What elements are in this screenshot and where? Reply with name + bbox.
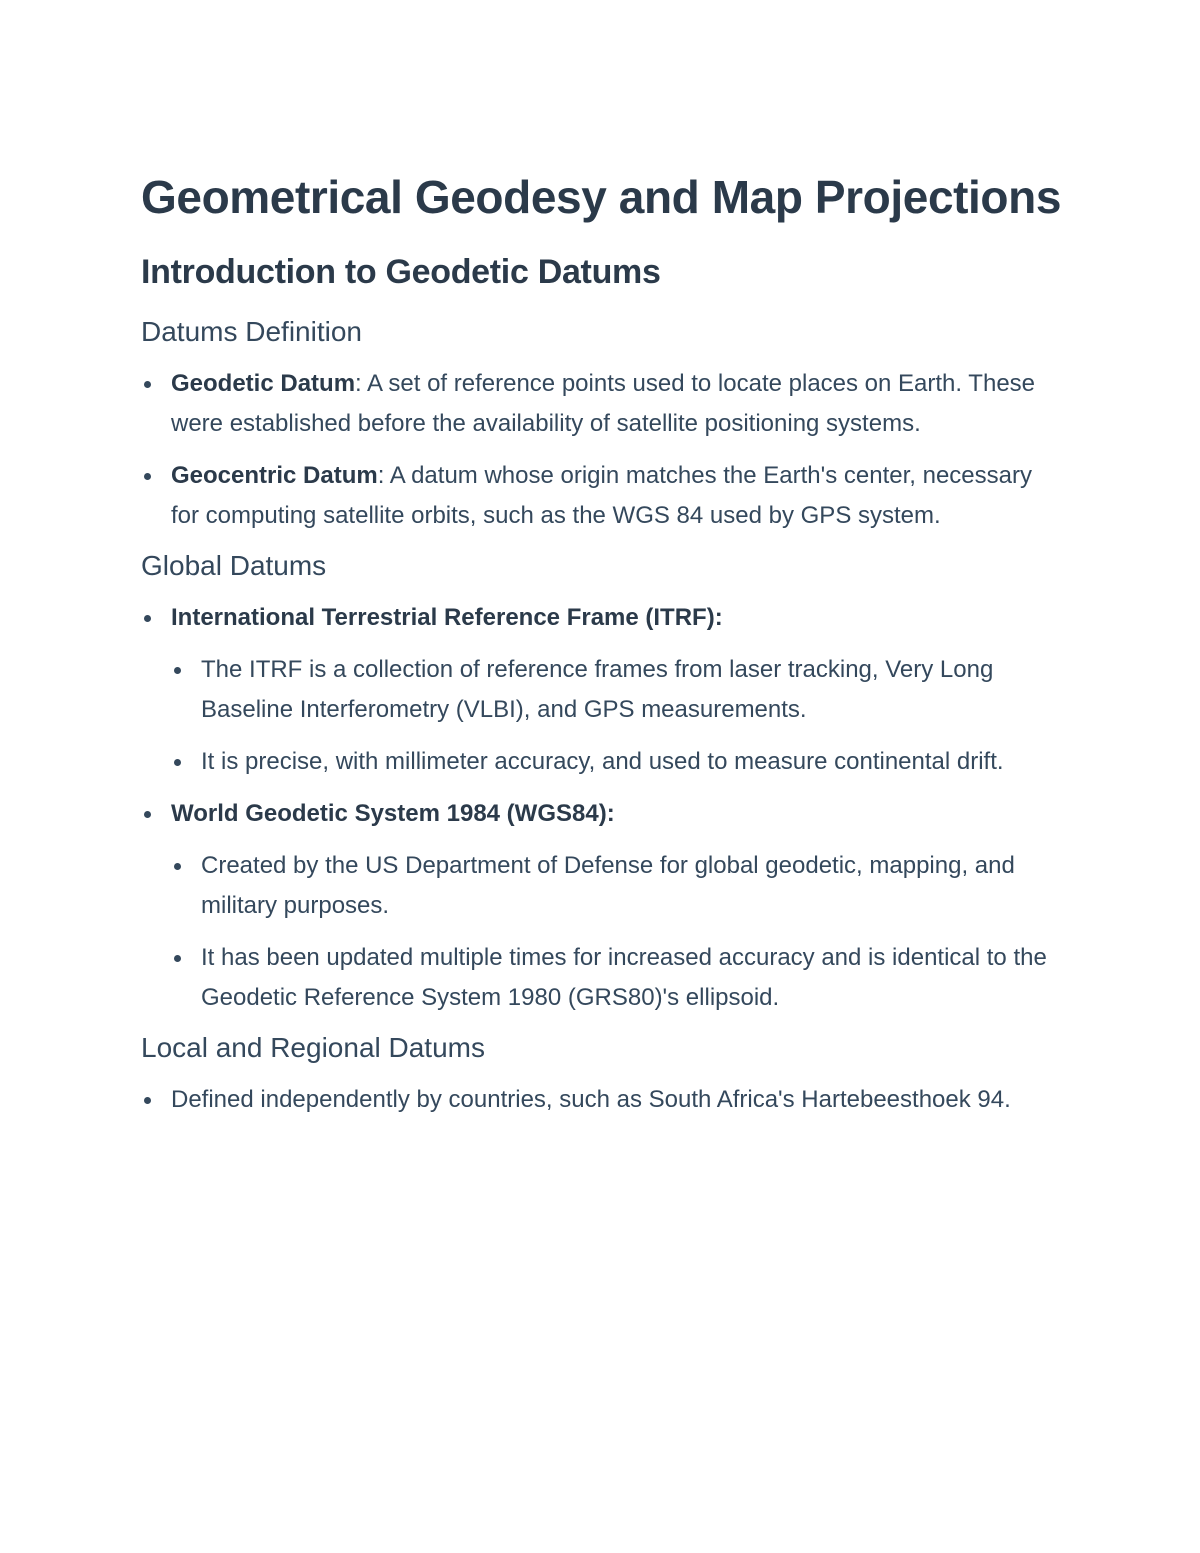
- subsection-heading-datums-definition: Datums Definition: [141, 316, 362, 347]
- sub-list-item: It is precise, with millimeter accuracy, and used to measure continental drift.: [171, 742, 1061, 782]
- sub-list-item: Created by the US Department of Defense for global geodetic, mapping, and military purposes.: [171, 846, 1061, 926]
- wgs84-sublist: [171, 846, 1061, 1018]
- subsection-heading-global-datums: Global Datums: [141, 550, 327, 581]
- term-itrf: International Terrestrial Reference Frame (ITRF):: [171, 604, 723, 631]
- sub-list-item: The ITRF is a collection of reference frames from laser tracking, Very Long Baseline Interferometry (VLBI), and GPS measurements.: [171, 650, 1061, 730]
- term-geocentric-datum: Geocentric Datum: [171, 462, 378, 489]
- definition-text: : A datum whose origin matches the Earth's center, necessary for computing satellite orbits, such as the WGS 84 used by GPS system.: [171, 462, 1032, 529]
- list-item: [141, 364, 1061, 444]
- definition-text: : A set of reference points used to locate places on Earth. These were established before the availability of satellite positioning systems.: [171, 370, 1036, 437]
- local-regional-datums-list: [141, 1080, 1061, 1120]
- term-wgs84: World Geodetic System 1984 (WGS84):: [171, 800, 615, 827]
- subsection-heading-local-regional-datums: Local and Regional Datums: [141, 1032, 485, 1063]
- document-page: [141, 166, 1061, 1132]
- page-title: Geometrical Geodesy and Map Projections: [141, 171, 1062, 223]
- section-heading: Introduction to Geodetic Datums: [141, 253, 661, 291]
- sub-list-item: It has been updated multiple times for increased accuracy and is identical to the Geodetic Reference System 1980 (GRS80)'s ellipsoid.: [171, 938, 1061, 1018]
- datums-definition-list: [141, 364, 1061, 536]
- list-item: Defined independently by countries, such as South Africa's Hartebeesthoek 94.: [141, 1080, 1061, 1120]
- list-item: [141, 598, 1061, 782]
- global-datums-list: [141, 598, 1061, 1018]
- itrf-sublist: [171, 650, 1061, 782]
- list-item: [141, 456, 1061, 536]
- list-item: [141, 794, 1061, 1018]
- term-geodetic-datum: Geodetic Datum: [171, 370, 356, 397]
